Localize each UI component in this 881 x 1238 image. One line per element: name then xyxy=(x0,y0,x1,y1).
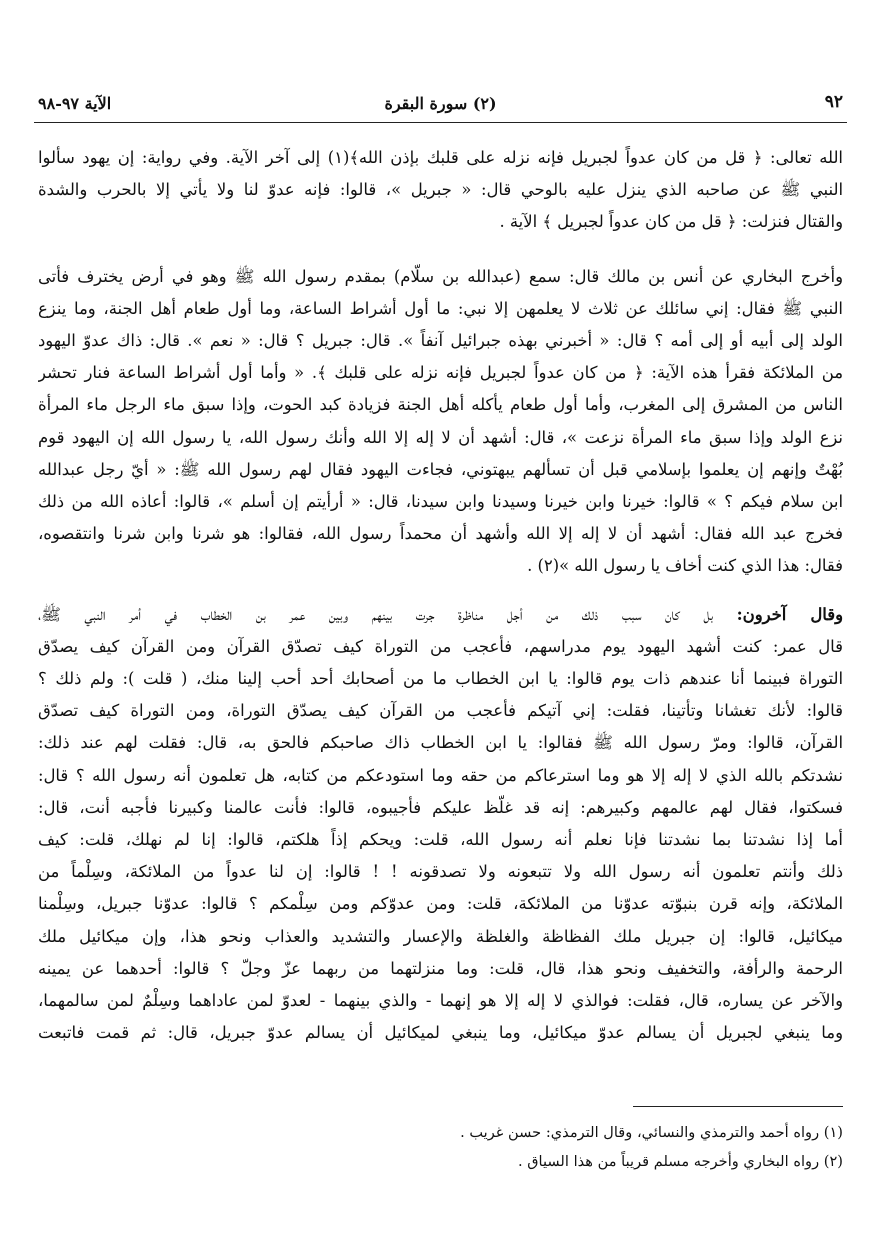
text-line: الله تعالى: ﴿ قل من كان عدواً لجبريل فإنه نزله على قلبك بإذن الله﴾(١) إلى آخر الآية. وفي رواية: إن يهود سألوا xyxy=(38,148,843,167)
paragraph-2 xyxy=(38,261,843,583)
footnote: (٢) رواه البخاري وأخرجه مسلم قريباً من هذا السياق . xyxy=(517,1153,843,1170)
text-segment: بل كان سبب ذلك من أجل مناظرة جرت بينهم وبين عمر بن الخطاب في أمر النبي ﷺ، xyxy=(38,604,714,624)
text-line: نزع الولد وإذا سبق ماء المرأة نزعت »، قال: أشهد أن لا إله إلا الله وأنك رسول الله، يا رسول الله إن اليهود قوم xyxy=(38,427,843,447)
text-line: فقال: هذا الذي كنت أخاف يا رسول الله »(٢) . xyxy=(527,556,843,576)
text-line: نشدتكم بالله الذي لا إله إلا هو وما استرعاكم من حقه وما استودعكم من كتابه، هل تعلمون أنه رسول الله ؟ قال: xyxy=(38,765,843,785)
page-number: ٩٢ xyxy=(824,92,843,112)
text-line: ميكائيل، قالوا: إن جبريل ملك الفظاظة والغلظة والإعسار والتشديد والعذاب ونحو هذا، وإن ميكائيل ملك xyxy=(38,926,843,946)
text-line: قال عمر: كنت أشهد اليهود يوم مدراسهم، فأعجب من التوراة كيف تصدّق القرآن ومن القرآن كيف يصدّق xyxy=(38,636,843,656)
text-line: قالوا: لأنك تغشانا وتأتينا، فقلت: إني آتيكم فأعجب من القرآن كيف يصدّق التوراة، ومن التوراة كيف تصدّق xyxy=(38,701,843,721)
text-line: فسكتوا، فقال لهم عالمهم وكبيرهم: إنه قد غلّظ عليكم فأجيبوه، قالوا: فأنت عالمنا وكبيرنا فأجبه أنت، قال: xyxy=(38,797,843,817)
footnotes xyxy=(38,1118,843,1176)
text-line: والقتال فنزلت: ﴿ قل من كان عدواً لجبريل ﴾ الآية . xyxy=(499,212,843,232)
text-line: النبي ﷺ فقال: إني سائلك عن ثلاث لا يعلمهن إلا نبي: ما أول أشراط الساعة، وما أول طعام أهل الجنة، وما ينزع xyxy=(38,298,843,318)
text-line: ابن سلام فيكم ؟ » قالوا: خيرنا وابن خيرنا وسيدنا وابن سيدنا، قال: « أرأيتم إن أسلم »، قالوا: أعاذه الله من ذلك xyxy=(38,492,843,512)
text-line: الرحمة والرأفة، والتخفيف ونحو هذا، قال، قلت: وما منزلتهما من ربهما عزّ وجلّ ؟ قالوا: أحدهما عن يمينه xyxy=(38,958,843,978)
paragraph-lead: وقال آخرون: xyxy=(736,604,843,624)
text-line: التوراة فبينما أنا عندهم ذات يوم قالوا: يا ابن الخطاب ما من أصحابك أحد أحب إلينا منك، ( قلت ): ولم ذلك ؟ xyxy=(38,669,843,689)
text-line: ذلك وأنتم تعلمون أنه رسول الله ولا تتبعونه ولا تصدقونه ! ! قالوا: إن لنا عدواً من الملائكة، وسِلْماً من xyxy=(38,862,843,882)
text-line: من الملائكة فقرأ هذه الآية: ﴿ من كان عدواً لجبريل فإنه نزله على قلبك ﴾. « وأما أول أشراط الساعة فنار تحشر xyxy=(38,363,843,383)
text-line: وأخرج البخاري عن أنس بن مالك قال: سمع (عبدالله بن سلّام) بمقدم رسول الله ﷺ وهو في أرض يخترف فأتى xyxy=(38,266,843,286)
text-line: الملائكة، وإنه قرن بنبوّته عدوّنا من الملائكة، قلت: ومن عدوّكم ومن سِلْمكم ؟ قالوا: عدوّنا جبريل، وسِلْمنا xyxy=(38,894,843,914)
text-line: وما ينبغي لجبريل أن يسالم عدوّ ميكائيل، وما ينبغي لميكائيل أن يسالم عدوّ جبريل، قال: ثم قمت فاتبعت xyxy=(38,1023,843,1043)
page-header xyxy=(34,92,847,123)
text-line: أما إذا نشدتنا بما نشدتنا فإنا نعلم أنه رسول الله، قلت: ويحكم إذاً هلكتم، قالوا: إنا لم نهلك، قلت: كيف xyxy=(38,830,843,850)
text-line: الناس من المشرق إلى المغرب، وأما أول طعام يأكله أهل الجنة فزيادة كبد الحوت، وإذا سبق ماء الرجل ماء المرأة xyxy=(38,395,843,415)
text-line: الولد إلى أبيه أو إلى أمه ؟ قال: « أخبرني بهذه جبرائيل آنفاً ». قال: جبريل ؟ قال: « نعم ». قال: ذاك عدوّ اليهود xyxy=(38,331,843,351)
text-line: القرآن، قالوا: ومرّ رسول الله ﷺ فقالوا: يا ابن الخطاب ذاك صاحبكم فالحق به، قال: فقلت لهم عند ذلك: xyxy=(38,733,843,753)
text-line: بُهْتٌ وإنهم إن يعلموا بإسلامي قبل أن تسألهم يبهتوني، فجاءت اليهود فقال لهم رسول الله ﷺ: « أيّ رجل عبدالله xyxy=(38,459,843,479)
surah-title: (٢) سورة البقرة xyxy=(384,94,497,113)
ayah-range: الآية ٩٧-٩٨ xyxy=(38,94,112,113)
paragraph-3 xyxy=(38,599,843,1050)
text-line xyxy=(38,599,843,631)
footnote: (١) رواه أحمد والترمذي والنسائي، وقال الترمذي: حسن غريب . xyxy=(460,1124,843,1141)
text-line: والآخر عن يساره، قال، فقلت: فوالذي لا إله إلا هو إنهما - والذي بينهما - لعدوّ لمن عاداهما وسِلْمٌ لمن سالمهما، xyxy=(38,991,843,1011)
text-line: النبي ﷺ عن صاحبه الذي ينزل عليه بالوحي قال: « جبريل »، قالوا: فإنه عدوّ لنا ولا يأتي إلا بالحرب والشدة xyxy=(38,180,843,200)
main-text xyxy=(38,142,843,1049)
footnote-divider xyxy=(633,1106,843,1107)
text-line: فخرج عبد الله فقال: أشهد أن لا إله إلا الله وأشهد أن محمداً رسول الله، فقالوا: هو شرنا وابن شرنا وانتقصوه، xyxy=(38,524,843,544)
paragraph-1 xyxy=(38,142,843,239)
